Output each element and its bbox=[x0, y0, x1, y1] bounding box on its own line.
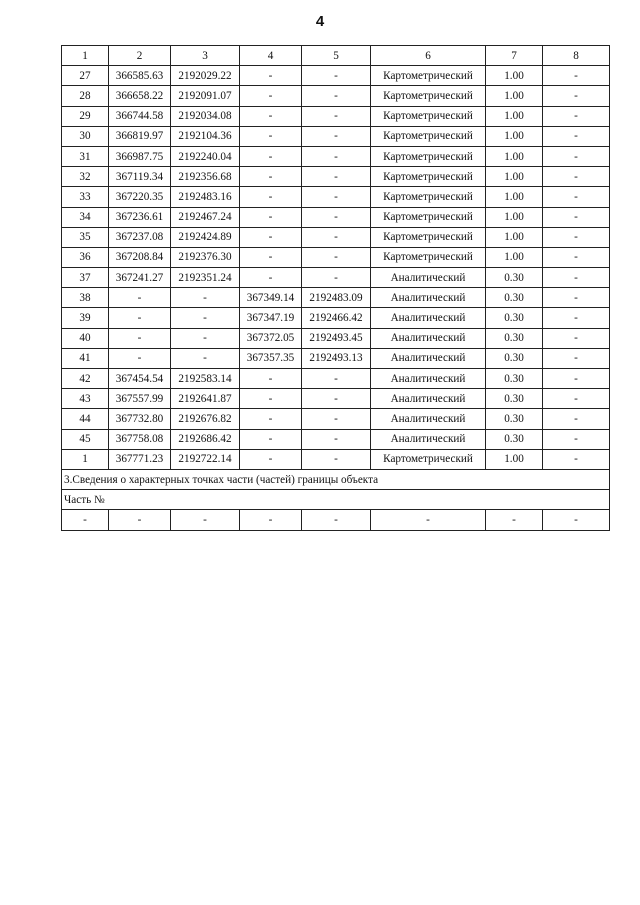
table-cell: 0.30 bbox=[486, 348, 543, 368]
table-cell: 2 bbox=[109, 46, 171, 66]
table-cell: 7 bbox=[486, 46, 543, 66]
table-cell: 367119.34 bbox=[109, 167, 171, 187]
table-cell: 367758.08 bbox=[109, 429, 171, 449]
table-cell: - bbox=[240, 369, 302, 389]
table-cell: - bbox=[171, 288, 240, 308]
table-cell: 1.00 bbox=[486, 106, 543, 126]
table-cell: 367732.80 bbox=[109, 409, 171, 429]
table-cell: 1.00 bbox=[486, 86, 543, 106]
table-row bbox=[62, 227, 610, 247]
table-cell: - bbox=[543, 187, 610, 207]
table-cell: - bbox=[302, 227, 371, 247]
table-cell: - bbox=[62, 510, 109, 530]
table-cell: Картометрический bbox=[371, 146, 486, 166]
table-cell: 366744.58 bbox=[109, 106, 171, 126]
table-cell: 1.00 bbox=[486, 187, 543, 207]
table-cell: - bbox=[171, 510, 240, 530]
table-cell: - bbox=[543, 510, 610, 530]
table-row bbox=[62, 126, 610, 146]
table-cell: 3 bbox=[171, 46, 240, 66]
table-cell: 2192424.89 bbox=[171, 227, 240, 247]
table-row bbox=[62, 86, 610, 106]
table-cell: Аналитический bbox=[371, 389, 486, 409]
table-cell: 45 bbox=[62, 429, 109, 449]
table-cell: 2192351.24 bbox=[171, 268, 240, 288]
table-cell: 43 bbox=[62, 389, 109, 409]
table-cell: 2192493.13 bbox=[302, 348, 371, 368]
table-row bbox=[62, 207, 610, 227]
table-row bbox=[62, 369, 610, 389]
table-cell: - bbox=[543, 369, 610, 389]
table-cell: - bbox=[240, 268, 302, 288]
table-row bbox=[62, 167, 610, 187]
table-cell: 35 bbox=[62, 227, 109, 247]
table-cell: - bbox=[302, 126, 371, 146]
table-cell: Аналитический bbox=[371, 409, 486, 429]
table-cell: 37 bbox=[62, 268, 109, 288]
table-cell: - bbox=[543, 348, 610, 368]
table-cell: 0.30 bbox=[486, 308, 543, 328]
table-cell: 2192466.42 bbox=[302, 308, 371, 328]
table-cell: - bbox=[543, 288, 610, 308]
page-number: 4 bbox=[315, 13, 325, 30]
table-cell: - bbox=[302, 86, 371, 106]
table-cell: - bbox=[240, 247, 302, 267]
table-cell: - bbox=[302, 207, 371, 227]
table-cell: 367347.19 bbox=[240, 308, 302, 328]
table-cell: 1.00 bbox=[486, 207, 543, 227]
table-cell: - bbox=[109, 348, 171, 368]
table-cell: 366987.75 bbox=[109, 146, 171, 166]
table-cell: 2192467.24 bbox=[171, 207, 240, 227]
table-row bbox=[62, 389, 610, 409]
table-cell: Аналитический bbox=[371, 429, 486, 449]
table-cell: Картометрический bbox=[371, 227, 486, 247]
table-cell: Картометрический bbox=[371, 247, 486, 267]
table-cell: - bbox=[302, 409, 371, 429]
table-cell: - bbox=[543, 449, 610, 469]
table-cell: - bbox=[543, 389, 610, 409]
table-cell: 2192641.87 bbox=[171, 389, 240, 409]
table-cell: 33 bbox=[62, 187, 109, 207]
table-row bbox=[62, 106, 610, 126]
table-cell: 0.30 bbox=[486, 288, 543, 308]
table-cell: 367208.84 bbox=[109, 247, 171, 267]
table-cell: - bbox=[240, 409, 302, 429]
table-cell: 0.30 bbox=[486, 429, 543, 449]
table-cell: 2192676.82 bbox=[171, 409, 240, 429]
table-cell: 28 bbox=[62, 86, 109, 106]
table-cell: - bbox=[240, 227, 302, 247]
table-cell: - bbox=[302, 66, 371, 86]
table-cell: Аналитический bbox=[371, 288, 486, 308]
table-cell: Картометрический bbox=[371, 207, 486, 227]
table-cell: 36 bbox=[62, 247, 109, 267]
table-cell: - bbox=[543, 86, 610, 106]
table-cell: 1.00 bbox=[486, 66, 543, 86]
table-cell: Картометрический bbox=[371, 86, 486, 106]
table-cell: 0.30 bbox=[486, 328, 543, 348]
table-cell: Картометрический bbox=[371, 66, 486, 86]
table-cell: 366658.22 bbox=[109, 86, 171, 106]
table-cell: 2192686.42 bbox=[171, 429, 240, 449]
table-cell: 2192240.04 bbox=[171, 146, 240, 166]
table-cell: - bbox=[302, 389, 371, 409]
table-row bbox=[62, 449, 610, 469]
table-cell: 0.30 bbox=[486, 369, 543, 389]
table-cell: - bbox=[543, 268, 610, 288]
table-cell: - bbox=[240, 207, 302, 227]
table-cell: - bbox=[371, 510, 486, 530]
table-row bbox=[62, 268, 610, 288]
part-label-text: Часть № bbox=[62, 490, 610, 510]
table-cell: Картометрический bbox=[371, 126, 486, 146]
table-cell: 34 bbox=[62, 207, 109, 227]
table-cell: 2192091.07 bbox=[171, 86, 240, 106]
table-row bbox=[62, 409, 610, 429]
table-cell: Картометрический bbox=[371, 167, 486, 187]
table-cell: Аналитический bbox=[371, 348, 486, 368]
table-cell: 367220.35 bbox=[109, 187, 171, 207]
table-cell: - bbox=[543, 207, 610, 227]
table-row bbox=[62, 429, 610, 449]
table-cell: 32 bbox=[62, 167, 109, 187]
table-cell: - bbox=[543, 328, 610, 348]
table-cell: 1.00 bbox=[486, 126, 543, 146]
table-cell: 44 bbox=[62, 409, 109, 429]
table-cell: 367372.05 bbox=[240, 328, 302, 348]
table-cell: 5 bbox=[302, 46, 371, 66]
table-cell: - bbox=[302, 247, 371, 267]
table-cell: - bbox=[543, 66, 610, 86]
table-cell: - bbox=[240, 106, 302, 126]
table-cell: - bbox=[240, 167, 302, 187]
table-cell: 0.30 bbox=[486, 389, 543, 409]
table-cell: - bbox=[302, 449, 371, 469]
table-cell: 366819.97 bbox=[109, 126, 171, 146]
table-cell: - bbox=[240, 187, 302, 207]
table-cell: 367236.61 bbox=[109, 207, 171, 227]
table-cell: 367557.99 bbox=[109, 389, 171, 409]
table-cell: 1.00 bbox=[486, 146, 543, 166]
table-cell: - bbox=[240, 429, 302, 449]
table-row-empty bbox=[62, 510, 610, 530]
table-cell: - bbox=[302, 268, 371, 288]
table-cell: - bbox=[171, 328, 240, 348]
table-row bbox=[62, 288, 610, 308]
table-cell: - bbox=[240, 510, 302, 530]
table-cell: - bbox=[171, 348, 240, 368]
table-row bbox=[62, 328, 610, 348]
table-row bbox=[62, 308, 610, 328]
table-cell: Аналитический bbox=[371, 328, 486, 348]
table-cell: - bbox=[302, 187, 371, 207]
table-header-row bbox=[62, 46, 610, 66]
table-cell: - bbox=[543, 167, 610, 187]
table-row bbox=[62, 66, 610, 86]
table-cell: Аналитический bbox=[371, 268, 486, 288]
table-cell: - bbox=[302, 369, 371, 389]
table-cell: - bbox=[302, 429, 371, 449]
table-cell: 2192356.68 bbox=[171, 167, 240, 187]
table-cell: - bbox=[240, 86, 302, 106]
table-cell: - bbox=[302, 106, 371, 126]
table-cell: - bbox=[240, 389, 302, 409]
table-cell: - bbox=[543, 409, 610, 429]
table-cell: - bbox=[240, 66, 302, 86]
table-cell: 2192104.36 bbox=[171, 126, 240, 146]
table-cell: 30 bbox=[62, 126, 109, 146]
table-cell: 4 bbox=[240, 46, 302, 66]
table-cell: 2192493.45 bbox=[302, 328, 371, 348]
table-cell: - bbox=[543, 146, 610, 166]
table-cell: 29 bbox=[62, 106, 109, 126]
table-row bbox=[62, 348, 610, 368]
table-cell: 31 bbox=[62, 146, 109, 166]
table-cell: - bbox=[302, 510, 371, 530]
table-cell: 1 bbox=[62, 449, 109, 469]
table-cell: - bbox=[109, 328, 171, 348]
table-cell: - bbox=[240, 126, 302, 146]
table-cell: Картометрический bbox=[371, 187, 486, 207]
section-title bbox=[62, 469, 610, 489]
table-cell: - bbox=[109, 308, 171, 328]
table-cell: - bbox=[109, 288, 171, 308]
table-cell: 2192376.30 bbox=[171, 247, 240, 267]
table-row bbox=[62, 146, 610, 166]
table-cell: 2192483.16 bbox=[171, 187, 240, 207]
table-cell: 0.30 bbox=[486, 268, 543, 288]
table-cell: - bbox=[543, 308, 610, 328]
table-cell: 1.00 bbox=[486, 247, 543, 267]
table-cell: Аналитический bbox=[371, 308, 486, 328]
table-cell: - bbox=[543, 126, 610, 146]
table-cell: - bbox=[240, 146, 302, 166]
table-cell: - bbox=[543, 429, 610, 449]
table-cell: 2192483.09 bbox=[302, 288, 371, 308]
table-cell: - bbox=[543, 247, 610, 267]
table-cell: 2192029.22 bbox=[171, 66, 240, 86]
table-cell: 1.00 bbox=[486, 227, 543, 247]
table-cell: 42 bbox=[62, 369, 109, 389]
table-cell: 366585.63 bbox=[109, 66, 171, 86]
table-cell: - bbox=[109, 510, 171, 530]
table-cell: Картометрический bbox=[371, 106, 486, 126]
table-cell: - bbox=[302, 167, 371, 187]
table-cell: 38 bbox=[62, 288, 109, 308]
table-cell: 8 bbox=[543, 46, 610, 66]
table-cell: 39 bbox=[62, 308, 109, 328]
table-body bbox=[62, 46, 610, 531]
table-cell: - bbox=[486, 510, 543, 530]
table-cell: - bbox=[302, 146, 371, 166]
table-cell: 27 bbox=[62, 66, 109, 86]
table-cell: - bbox=[543, 106, 610, 126]
table-cell: 1 bbox=[62, 46, 109, 66]
table-cell: - bbox=[543, 227, 610, 247]
part-label bbox=[62, 490, 610, 510]
table-cell: Картометрический bbox=[371, 449, 486, 469]
section-title-text: 3.Сведения о характерных точках части (частей) границы объекта bbox=[62, 469, 610, 489]
table-cell: 1.00 bbox=[486, 167, 543, 187]
table-cell: 367349.14 bbox=[240, 288, 302, 308]
table-cell: - bbox=[240, 449, 302, 469]
table-cell: Аналитический bbox=[371, 369, 486, 389]
table-cell: 367357.35 bbox=[240, 348, 302, 368]
table-row bbox=[62, 247, 610, 267]
table-cell: 2192034.08 bbox=[171, 106, 240, 126]
table-cell: 367771.23 bbox=[109, 449, 171, 469]
table-cell: 367241.27 bbox=[109, 268, 171, 288]
table-cell: 0.30 bbox=[486, 409, 543, 429]
table-cell: 6 bbox=[371, 46, 486, 66]
table-cell: 367237.08 bbox=[109, 227, 171, 247]
table-cell: 1.00 bbox=[486, 449, 543, 469]
table-cell: 2192583.14 bbox=[171, 369, 240, 389]
table-cell: - bbox=[171, 308, 240, 328]
table-cell: 40 bbox=[62, 328, 109, 348]
table-row bbox=[62, 187, 610, 207]
table-cell: 41 bbox=[62, 348, 109, 368]
table-cell: 2192722.14 bbox=[171, 449, 240, 469]
table-cell: 367454.54 bbox=[109, 369, 171, 389]
boundary-points-table bbox=[61, 45, 610, 531]
